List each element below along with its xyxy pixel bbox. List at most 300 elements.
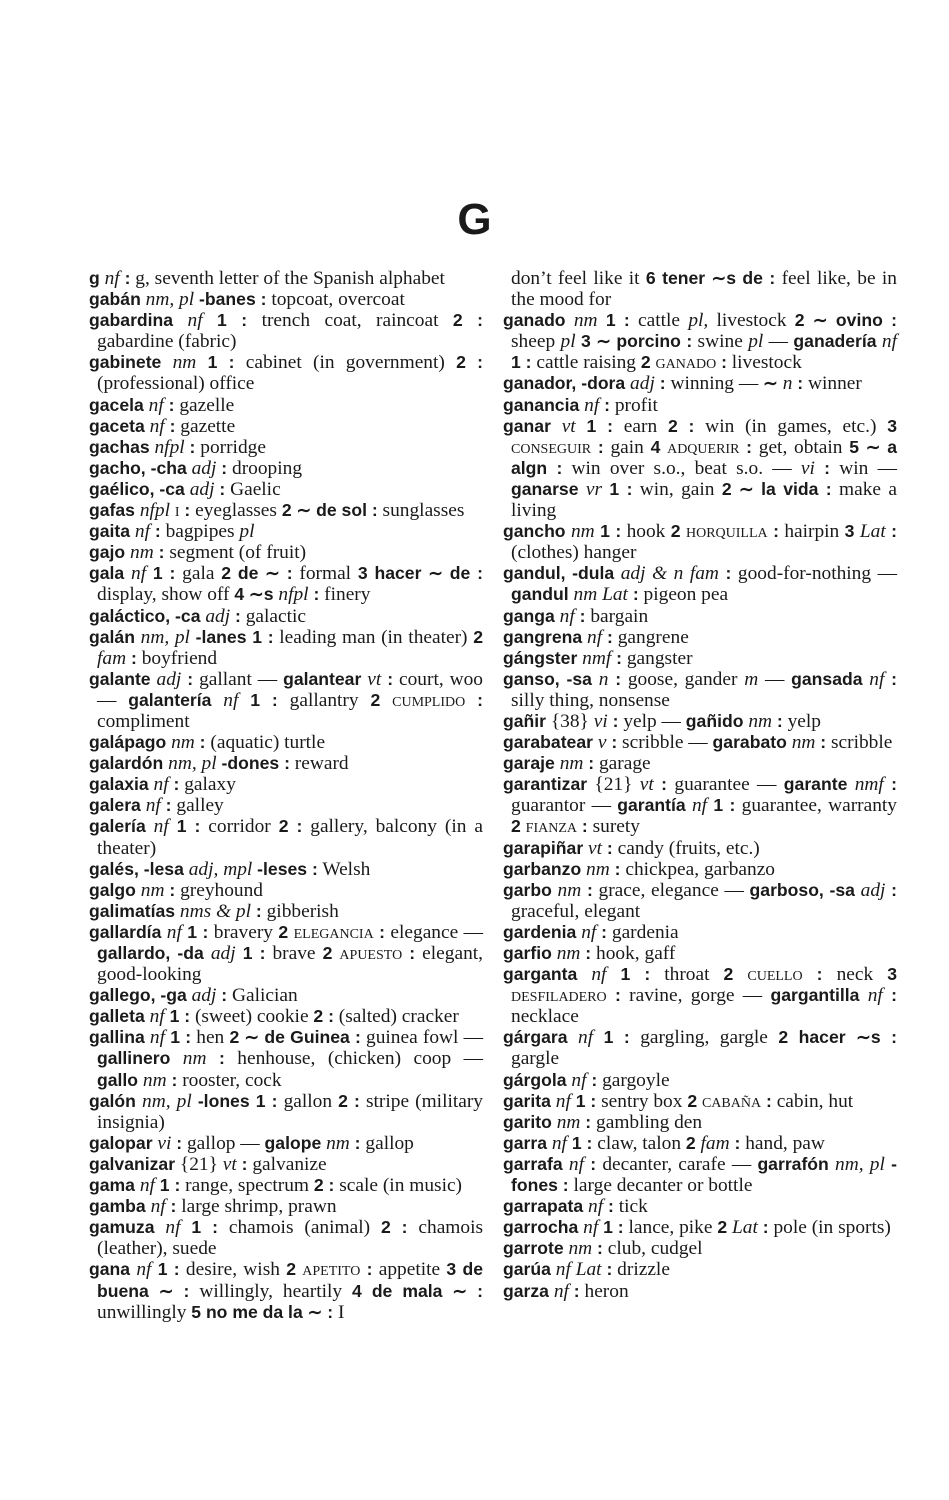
headword-or-label: gañido [685,710,744,731]
headword-or-label: : [373,921,385,942]
dictionary-entry [503,1154,897,1196]
headword-or-label: : [574,605,586,626]
entry-text: nm [170,1048,207,1070]
entry-text: silly thing, nonsense [511,689,670,711]
headword-or-label: : [883,774,898,795]
entry-text: gibberish [261,900,339,922]
headword-or-label: : [153,542,165,563]
entry-text: porridge [195,436,266,458]
entry-text: topcoat, overcoat [266,289,405,311]
headword-or-label: galera [89,795,141,816]
entry-text: nf [578,1217,599,1239]
dictionary-entry [503,521,897,563]
entry-text: chamois (leather), suede [97,1217,484,1260]
headword-or-label: 1 : [235,943,266,963]
entry-text: unwillingly [97,1301,192,1323]
headword-or-label: gángster [503,647,578,668]
headword-or-label: 2 : [338,1090,360,1111]
headword-or-label: 2 hacer ∼s : [778,1027,897,1048]
headword-or-label: 2 : [380,1217,408,1238]
entry-text: ganado [655,352,717,374]
headword-or-label: ganga [503,605,555,626]
headword-or-label: 1 : [594,521,622,542]
headword-or-label: : [586,1069,598,1090]
headword-or-label: : [165,1196,177,1217]
entry-text: cabin, hut [771,1090,854,1112]
headword-or-label: : [216,985,228,1006]
entry-text: pl [560,331,576,353]
entry-text: court, woo — [97,668,483,711]
headword-or-label: : [591,436,604,457]
headword-or-label: -lones 1 : [191,1090,278,1111]
headword-or-label: gallardía [89,921,162,942]
headword-or-label: galantear [283,668,362,689]
headword-or-label: ganado [503,310,566,331]
headword-or-label: 1 : [180,1217,218,1238]
headword-or-label: 2 [670,521,681,542]
headword-or-label: galvanizar [89,1153,176,1174]
entry-text: Lat [854,521,886,543]
dictionary-entry [89,1217,483,1259]
headword-or-label: -banes : [194,289,267,310]
headword-or-label: : [601,1259,613,1280]
headword-or-label: : [568,1280,580,1301]
headword-or-label: 2 : [456,352,484,373]
entry-text: (professional) office [97,373,255,395]
entry-text [733,964,747,985]
dictionary-entry [503,606,897,627]
entry-text: win over s.o., beat s.o. — [562,457,801,479]
headword-or-label: 6 tener ∼s de : [645,268,776,288]
entry-text: eyeglasses [190,500,282,522]
entry-text: gallery, balcony (in a theater) [97,816,483,859]
headword-or-label: gamba [89,1196,146,1217]
headword-or-label: : [349,1132,361,1153]
headword-or-label: 2 : [278,816,303,837]
dictionary-entry [89,268,483,289]
dictionary-entry [503,711,897,732]
headword-or-label: gardenia [503,921,577,942]
headword-or-label: : [581,879,593,900]
entry-text: nm [551,1111,581,1133]
entry-text: nm [581,858,610,880]
entry-text: Welsh [317,858,371,880]
headword-or-label: galán [89,626,135,647]
headword-or-label: : [602,626,613,647]
entry-text: trench coat, raincoat [247,310,453,332]
headword-or-label: : [194,732,206,753]
entry-text: nm, pl [163,753,217,775]
headword-or-label: ganso, -sa [503,668,592,689]
entry-text: nm [743,710,773,732]
dictionary-entry [89,1091,483,1133]
headword-or-label: galaxia [89,774,149,795]
dictionary-entry [503,943,897,964]
entry-text: bagpipes [160,521,240,543]
headword-or-label: galimatías [89,900,176,921]
headword-or-label: garbanzo [503,858,582,879]
dictionary-entry [89,521,483,542]
dictionary-entry [89,479,483,500]
headword-or-label: gajo [89,542,126,563]
dictionary-entry [503,563,897,605]
headword-or-label: g [89,268,100,288]
entry-text: nf Lat [550,1259,602,1281]
headword-or-label: galardón [89,753,164,774]
entry-text: elegance — [385,921,483,943]
entry-text: winning — [665,373,764,395]
entry-text: nf [145,1196,166,1218]
dictionary-entry [503,268,897,310]
headword-or-label: 1 : [151,1259,180,1280]
headword-or-label: garganta [503,964,578,985]
headword-or-label: 2 [370,689,381,710]
headword-or-label: gargantilla [770,985,860,1006]
headword-or-label: 2 [511,816,521,837]
entry-text: segment (of fruit) [164,542,307,564]
headword-or-label: garante [783,774,848,795]
headword-or-label: 1 : [598,1217,624,1238]
headword-or-label: ganadería [793,331,877,352]
headword-or-label: 1 : [238,689,278,710]
entry-text: club, cudgel [602,1238,703,1260]
headword-or-label: : [580,1111,592,1132]
entry-text: gangrene [612,626,689,648]
entry-text: gargle [511,1048,560,1070]
headword-or-label: : [236,1153,248,1174]
entry-text: vr [578,478,602,500]
dictionary-entry [503,1027,897,1069]
entry-text: nm [565,521,595,543]
dictionary-entry [89,395,483,416]
entry-text: adj, mpl [183,858,253,880]
headword-or-label: : [577,816,588,837]
entry-text: galvanize [247,1153,327,1175]
headword-or-label: : [606,985,621,1006]
dictionary-entry [503,648,897,669]
dictionary-entry [89,732,483,753]
headword-or-label: 1 : [154,1175,181,1196]
headword-or-label: 1 : [707,795,736,816]
entry-text: range, spectrum [180,1175,314,1197]
entry-text: hairpin [778,521,845,543]
entry-text: nf [130,521,151,543]
headword-or-label: : [402,943,416,963]
entry-text: nf [548,1280,569,1302]
entry-text: surety [587,816,640,838]
entry-text: win, gain [632,478,722,500]
entry-text: {38} [546,710,594,732]
entry-text: nm [563,1238,593,1260]
entry-text: sunglasses [377,500,465,522]
entry-text: gazelle [174,394,235,416]
headword-or-label: : [580,943,592,963]
headword-or-label: -dones : [216,753,290,774]
headword-or-label: 5 ∼ a algn : [511,436,898,478]
headword-or-label: 4 de mala ∼ : [352,1280,483,1301]
headword-or-label: : [603,1196,614,1217]
entry-text: bravery [208,921,279,943]
dictionary-entry [503,732,897,753]
headword-or-label: gamuza [89,1217,155,1238]
entry-text: gabardine (fabric) [97,331,237,353]
dictionary-entry [89,774,483,795]
headword-or-label: galería [89,816,146,837]
entry-text: n [591,668,609,690]
dictionary-entry [89,627,483,669]
headword-or-label: 2 ∼ de Guinea : [229,1027,361,1048]
entry-text: gargling, gargle [629,1027,779,1049]
entry-text: finery [319,584,371,606]
entry-text: feel like, be in the mood for [511,268,897,311]
entry-text: nf [859,985,883,1007]
entry-text: gargoyle [597,1069,670,1091]
headword-or-label: : [181,668,194,689]
entry-text: nf [145,816,169,838]
headword-or-label: 2 : [452,310,483,331]
dictionary-entry [89,563,483,605]
entry-text [380,690,392,711]
headword-or-label: galopar [89,1132,153,1153]
dictionary-entry [503,1281,897,1302]
headword-or-label: 2 [723,964,734,985]
entry-text: horquilla [685,521,768,543]
headword-or-label: ganar [503,415,551,436]
headword-or-label: 1 : [165,1027,192,1048]
headword-or-label: 2 [278,921,289,942]
entry-text: large shrimp, prawn [176,1196,337,1218]
dictionary-entry [503,669,897,711]
headword-or-label: 1 : [597,310,630,331]
dictionary-entry [89,901,483,922]
headword-or-label: gallinero [97,1048,171,1069]
entry-text: don’t feel like it [511,268,646,289]
headword-or-label: : [608,668,622,689]
entry-text: nm, pl [140,289,195,311]
entry-text: nfpl [273,584,309,606]
entry-text: nm [138,1069,167,1091]
entry-text: nf [130,1259,152,1281]
dictionary-entry [89,859,483,880]
entry-text: profit [609,394,658,416]
entry-text: scribble [826,732,893,754]
headword-or-label: gangrena [503,626,583,647]
headword-or-label: : [164,879,176,900]
entry-text: adquerir [667,436,740,458]
entry-text: galley [171,795,224,817]
headword-or-label: : [179,500,191,521]
entry-text: large decanter or bottle [568,1175,753,1197]
headword-or-label: gárgola [503,1069,567,1090]
headword-or-label: : [119,268,131,288]
dictionary-entry [89,1154,483,1175]
headword-or-label: : [596,921,608,942]
entry-text: nf [579,394,600,416]
entry-text: nf [876,331,898,353]
entry-text: vt [550,415,576,437]
entry-text: yelp [782,710,821,732]
entry-text: nm [551,879,582,901]
dictionary-entry [89,416,483,437]
entry-text: nmf [577,647,612,669]
headword-or-label: 2 de ∼ : [221,563,293,584]
headword-or-label: 2 [687,1090,698,1111]
dictionary-entry [503,1112,897,1133]
entry-text: nfpl [149,436,185,458]
entry-text: sheep [511,331,561,353]
headword-or-label: gabán [89,289,141,310]
entry-text: adj [184,478,215,500]
entry-text: bargain [585,605,649,627]
dictionary-entry [89,753,483,774]
entry-text: stripe (military insignia) [97,1090,483,1133]
entry-text: adj [150,668,182,690]
entry-text: guarantee — [667,774,784,796]
headword-or-label: gárgara [503,1027,568,1048]
headword-or-label: 3 [887,415,898,436]
entry-text: vt [639,774,654,796]
headword-or-label: gansada [791,668,863,689]
headword-or-label: 1 : [593,1027,630,1048]
entry-text: swine [692,331,749,353]
headword-or-label: 1 : [196,352,235,373]
entry-text: gazette [175,415,236,437]
headword-or-label: : [767,521,779,542]
entry-text: apetito [302,1259,361,1281]
entry-text: nf [554,605,575,627]
headword-or-label: garra [503,1132,548,1153]
headword-or-label: gaita [89,521,131,542]
headword-or-label: : [627,584,639,605]
entry-text: scale (in music) [334,1175,463,1197]
headword-or-label: gabardina [89,310,174,331]
entry-text: chamois (animal) [217,1217,381,1239]
headword-or-label: : [792,373,804,394]
dictionary-entry [503,1133,897,1154]
entry-text: nf [173,310,203,332]
entry-text: gala [175,563,222,585]
entry-text: ravine, gorge — [620,985,771,1007]
dictionary-entry [503,964,897,1027]
entry-text: conseguir [511,436,592,458]
entry-text: nf [154,1217,181,1239]
entry-text: display, show off [97,584,235,606]
entry-text: scribble — [617,732,713,754]
headword-or-label: : [611,647,622,668]
headword-or-label: : [160,795,172,816]
entry-text: — [763,331,794,353]
headword-or-label: 5 no me da la ∼ : [191,1301,334,1322]
dictionary-entry [89,437,483,458]
entry-text: nf [685,795,708,817]
headword-or-label: : [602,837,613,858]
headword-or-label: 4 ∼s [234,584,274,605]
headword-or-label: galante [89,668,151,689]
dictionary-entry [503,395,897,416]
dictionary-entry [503,373,897,394]
entry-text: nf [144,1027,165,1049]
headword-or-label: 2 [640,352,651,373]
entry-text: nm [125,542,154,564]
headword-or-label: : [126,647,137,668]
entry-text: drooping [227,457,303,479]
entry-text: graceful, elegant [511,900,641,922]
entry-text: pl [748,331,764,353]
entry-text: nm [166,732,195,754]
entry-text: yelp — [618,710,686,732]
headword-or-label: -lanes 1 : [189,626,274,647]
headword-or-label: garito [503,1111,552,1132]
entry-text: cumplido [392,689,466,711]
entry-text: garage [594,753,651,775]
headword-or-label: gama [89,1175,135,1196]
headword-or-label: 1 : [602,478,633,499]
headword-or-label: : [251,900,262,921]
dictionary-entry [89,1175,483,1196]
headword-or-label: 1 : [202,310,248,331]
entry-text: pole (in sports) [768,1217,891,1239]
headword-or-label: 2 : [313,1175,335,1196]
entry-text: guarantee, warranty [735,795,898,817]
headword-or-label: garboso, -sa [749,879,855,900]
headword-or-label: garfio [503,943,552,963]
entry-text: gallon [277,1090,339,1112]
entry-text: elegancia [293,921,374,943]
headword-or-label: galón [89,1090,136,1111]
entry-text: cuello [747,964,803,986]
entry-text: claw, talon [592,1132,686,1154]
section-letter-heading: G [457,195,492,244]
dictionary-entry [503,1238,897,1259]
headword-or-label: 1 : [566,1132,593,1153]
headword-or-label: : [885,879,897,900]
headword-or-label: gallardo, -da [97,943,204,963]
entry-text: corridor [200,816,279,838]
dictionary-entry [89,458,483,479]
dictionary-entry [503,1196,897,1217]
entry-text: nfpl [134,500,170,522]
entry-text: nf [161,921,182,943]
entry-text: adj [186,457,217,479]
entry-text: fam [695,1132,730,1154]
headword-or-label: : [761,1090,772,1111]
entry-text: nms & pl [175,900,252,922]
headword-or-label: 2 : [313,1006,334,1027]
entry-text: v [592,732,607,754]
headword-or-label: galope [264,1132,322,1153]
headword-or-label: -fones : [511,1153,898,1196]
dictionary-entry [503,310,897,373]
headword-or-label: 2 ∼ la vida : [721,478,832,499]
headword-or-label: gaceta [89,415,145,436]
entry-text: nm, pl [134,626,190,648]
headword-or-label: 1 : [164,1006,191,1027]
entry-text: fam [97,647,127,669]
entry-text: lance, pike [623,1217,718,1239]
entry-text: cabaña [701,1090,762,1112]
headword-or-label: 2 : [667,415,695,436]
dictionary-entry [89,985,483,1006]
entry-text: throat [650,964,724,986]
entry-text: (aquatic) turtle [205,732,326,754]
headword-or-label: gabinete [89,352,162,373]
dictionary-entry [503,1070,897,1091]
headword-or-label: galés, -lesa [89,858,184,879]
headword-or-label: : [184,436,196,457]
entry-text: hook [621,521,671,543]
headword-or-label: : [308,584,320,605]
dictionary-entry [503,1091,897,1112]
